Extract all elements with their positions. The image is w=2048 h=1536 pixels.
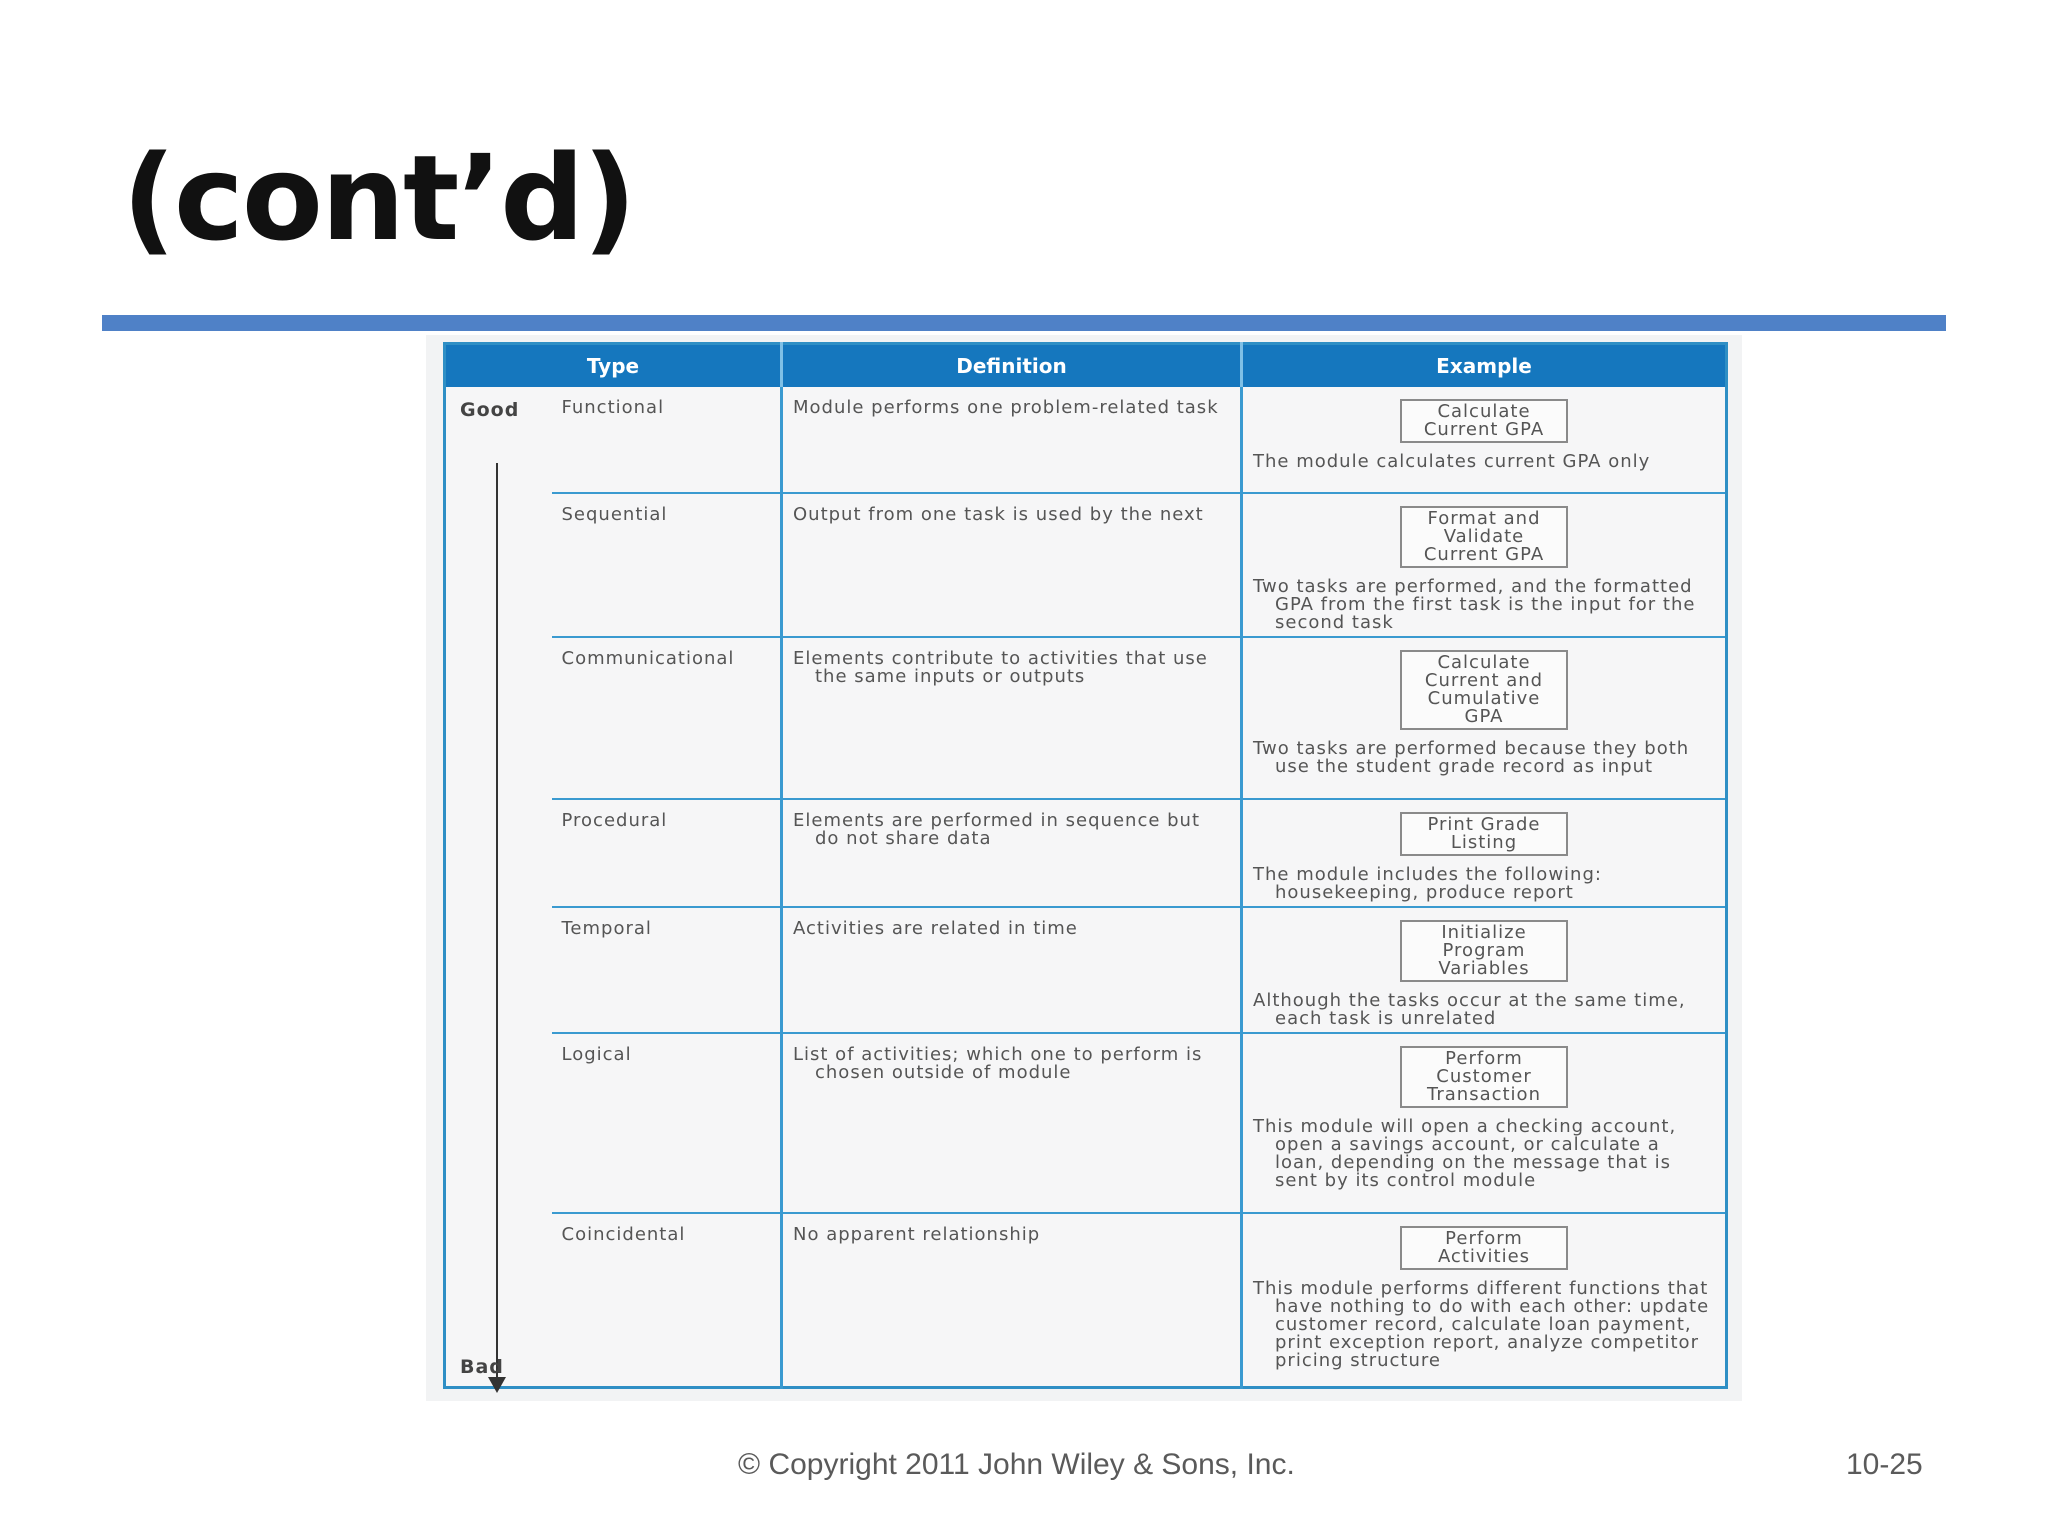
example-box: Calculate Current GPA: [1400, 399, 1568, 443]
example-box: Calculate Current and Cumulative GPA: [1400, 650, 1568, 730]
example-cell: [1242, 799, 1727, 907]
example-cell: [1242, 1033, 1727, 1213]
slide-title: (cont’d): [122, 129, 635, 267]
quality-scale: [445, 387, 552, 1388]
type-cell: Communicational: [552, 637, 782, 799]
definition-text: List of activities; which one to perform is chosen outside of module: [793, 1044, 1203, 1083]
definition-text: Module performs one problem-related task: [793, 397, 1219, 418]
definition-text: Elements contribute to activities that use the same inputs or outputs: [793, 648, 1208, 687]
example-note: Although the tasks occur at the same time, each task is unrelated: [1253, 990, 1686, 1029]
table-row: [445, 799, 1727, 907]
definition-cell: [782, 1033, 1242, 1213]
type-cell: Logical: [552, 1033, 782, 1213]
example-note: The module includes the following: housekeeping, produce report: [1253, 864, 1602, 903]
title-rule: [102, 315, 1946, 331]
example-box: Print Grade Listing: [1400, 812, 1568, 856]
example-note: Two tasks are performed because they both use the student grade record as input: [1253, 738, 1690, 777]
type-cell: Sequential: [552, 493, 782, 637]
scale-bad-label: Bad: [460, 1356, 504, 1378]
definition-text: Elements are performed in sequence but do not share data: [793, 810, 1201, 849]
definition-text: No apparent relationship: [793, 1224, 1041, 1245]
definition-cell: [782, 637, 1242, 799]
header-type: Type: [445, 344, 782, 388]
example-cell: [1242, 1213, 1727, 1388]
example-note: This module performs different functions that have nothing to do with each other: update customer record, calculate loan payment, print exception report, analyze competitor pricing structure: [1253, 1278, 1710, 1371]
table-row: [445, 907, 1727, 1033]
cohesion-table: [443, 342, 1728, 1389]
scale-good-label: Good: [460, 399, 520, 421]
footer-page-number: 10-25: [1846, 1448, 1923, 1481]
example-cell: [1242, 493, 1727, 637]
table-row: [445, 493, 1727, 637]
definition-cell: [782, 387, 1242, 493]
example-cell: [1242, 387, 1727, 493]
table-row: [445, 387, 1727, 493]
table-row: [445, 1213, 1727, 1388]
definition-text: Activities are related in time: [793, 918, 1078, 939]
example-box: Format and Validate Current GPA: [1400, 506, 1568, 568]
scale-arrow-line: [496, 463, 498, 1381]
definition-cell: [782, 907, 1242, 1033]
scale-arrow-head-icon: [488, 1377, 506, 1393]
type-cell: Functional: [552, 387, 782, 493]
header-example: Example: [1242, 344, 1727, 388]
definition-text: Output from one task is used by the next: [793, 504, 1204, 525]
example-cell: [1242, 637, 1727, 799]
example-box: Perform Activities: [1400, 1226, 1568, 1270]
type-cell: Coincidental: [552, 1213, 782, 1388]
footer-copyright: © Copyright 2011 John Wiley & Sons, Inc.: [738, 1448, 1295, 1481]
header-definition: Definition: [782, 344, 1242, 388]
example-note: The module calculates current GPA only: [1253, 451, 1651, 472]
definition-cell: [782, 1213, 1242, 1388]
example-note: This module will open a checking account, open a savings account, or calculate a loan, depending on the message that is sent by its control module: [1253, 1116, 1677, 1191]
definition-cell: [782, 493, 1242, 637]
table-row: [445, 637, 1727, 799]
example-box: Perform Customer Transaction: [1400, 1046, 1568, 1108]
example-cell: [1242, 907, 1727, 1033]
type-cell: Procedural: [552, 799, 782, 907]
type-cell: Temporal: [552, 907, 782, 1033]
example-note: Two tasks are performed, and the formatted GPA from the first task is the input for the second task: [1253, 576, 1696, 633]
definition-cell: [782, 799, 1242, 907]
table-header-row: [445, 344, 1727, 388]
example-box: Initialize Program Variables: [1400, 920, 1568, 982]
table-row: [445, 1033, 1727, 1213]
